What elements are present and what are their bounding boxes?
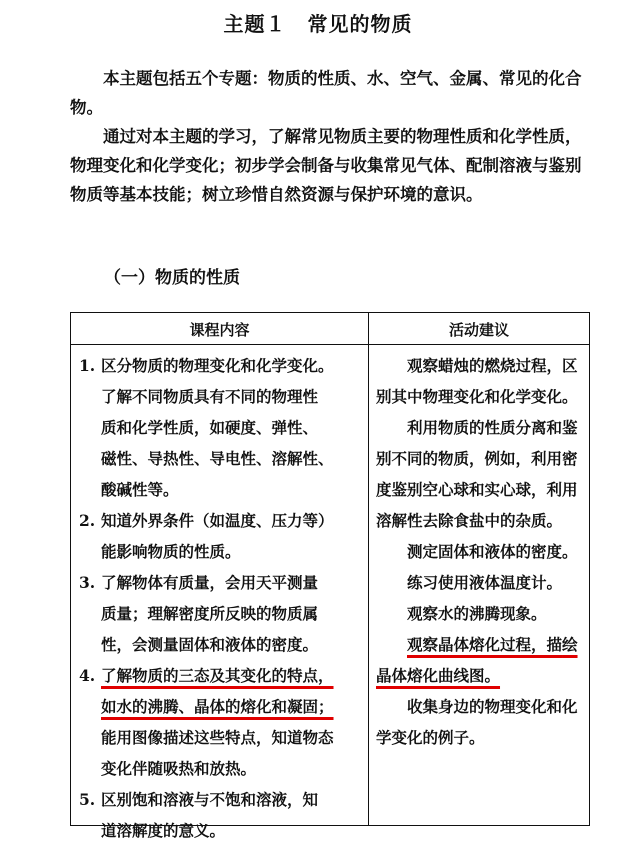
item-number: 4. [79,666,96,685]
intro-paragraph-1: 本主题包括五个专题：物质的性质、水、空气、金属、常见的化合物。 [70,69,582,117]
activity-line: 观察水的沸腾现象。 [407,604,547,623]
item-line: 了解物体有质量，会用天平测量 [101,573,319,592]
item-line: 区分物质的物理变化和化学变化。 [101,356,334,375]
item-line: 质和化学性质，如硬度、弹性、 [101,418,319,437]
highlighted-activity-line: 观察晶体熔化过程，描 [407,635,563,654]
section-heading: （一）物质的性质 [104,268,240,288]
item-line: 知道外界条件（如温度、压力等） [101,511,334,530]
page-title: 主题１ 常见的物质 [223,12,413,36]
highlighted-line: 了解物质的三态及其变化的特点， [101,666,334,685]
course-content-column [79,350,361,846]
item-line: 能影响物质的性质。 [101,542,241,561]
activity-line: 测定固体和液体的密度。 [407,542,578,561]
item-line: 酸碱性等。 [101,480,179,499]
activity [376,536,584,567]
item-number: 3. [79,573,96,592]
header-activity-suggestions: 活动建议 [448,321,509,339]
activity [376,350,584,412]
item-line: 道溶解度的意义。 [101,821,226,840]
activity-suggestions-column [376,350,584,753]
content-item [79,567,361,660]
highlighted-line: 如水的沸腾、晶体的熔化和凝固； [101,697,334,716]
activity-line: 观察蜡烛的燃烧过程， [407,356,563,375]
item-line: 了解不同物质具有不同的物理性 [101,387,319,406]
content-item [79,350,361,505]
header-course-content: 课程内容 [189,321,250,339]
curriculum-table [70,312,590,840]
activity-line: 盐中的杂质。 [469,511,563,530]
item-line: 变化伴随吸热和放热。 [101,759,257,778]
activity-line: 心球，利用溶解性去除食 [376,480,578,530]
item-line: 区别饱和溶液与不饱和溶液，知 [101,790,319,809]
activity-line: 练习使用液体温度计。 [407,573,563,592]
column-divider [368,313,369,825]
item-line: 能用图像描述这些特点，知道物态 [101,728,334,747]
item-number: 5. [79,790,96,809]
activity [376,691,584,753]
item-line: 质量；理解密度所反映的物质属 [101,604,319,623]
item-line: 磁性、导热性、导电性、溶解性、 [101,449,334,468]
activity [376,629,584,691]
intro-paragraph-2: 通过对本主题的学习，了解常见物质主要的物理性质和化学性质，物理变化和化学变化；初步学会制备与收集常见气体、配制溶液与鉴别物质等基本技能；树立珍惜自然资源与保护环境的意识。 [70,127,582,204]
activity-line: 鉴别不同的物质，例如， [376,418,578,468]
activity-line: 变化。 [531,387,578,406]
activity-line: 利用密度鉴别空心球和实 [376,449,578,499]
content-item [79,505,361,567]
activity-line: 收集身边的物理变化和 [407,697,563,716]
activity [376,412,584,536]
activity-line: 区别其中物理变化和化学 [376,356,578,406]
item-line: 性，会测量固体和液体的密度。 [101,635,319,654]
activity [376,598,584,629]
highlighted-activity-line: 绘晶体熔化曲线图。 [376,635,578,685]
header-divider [71,344,589,345]
activity-line: 利用物质的性质分离和 [407,418,563,437]
content-item [79,784,361,846]
content-item [79,660,361,784]
activity [376,567,584,598]
item-number: 2. [79,511,96,530]
activity-line: 化学变化的例子。 [376,697,578,747]
item-number: 1. [79,356,96,375]
